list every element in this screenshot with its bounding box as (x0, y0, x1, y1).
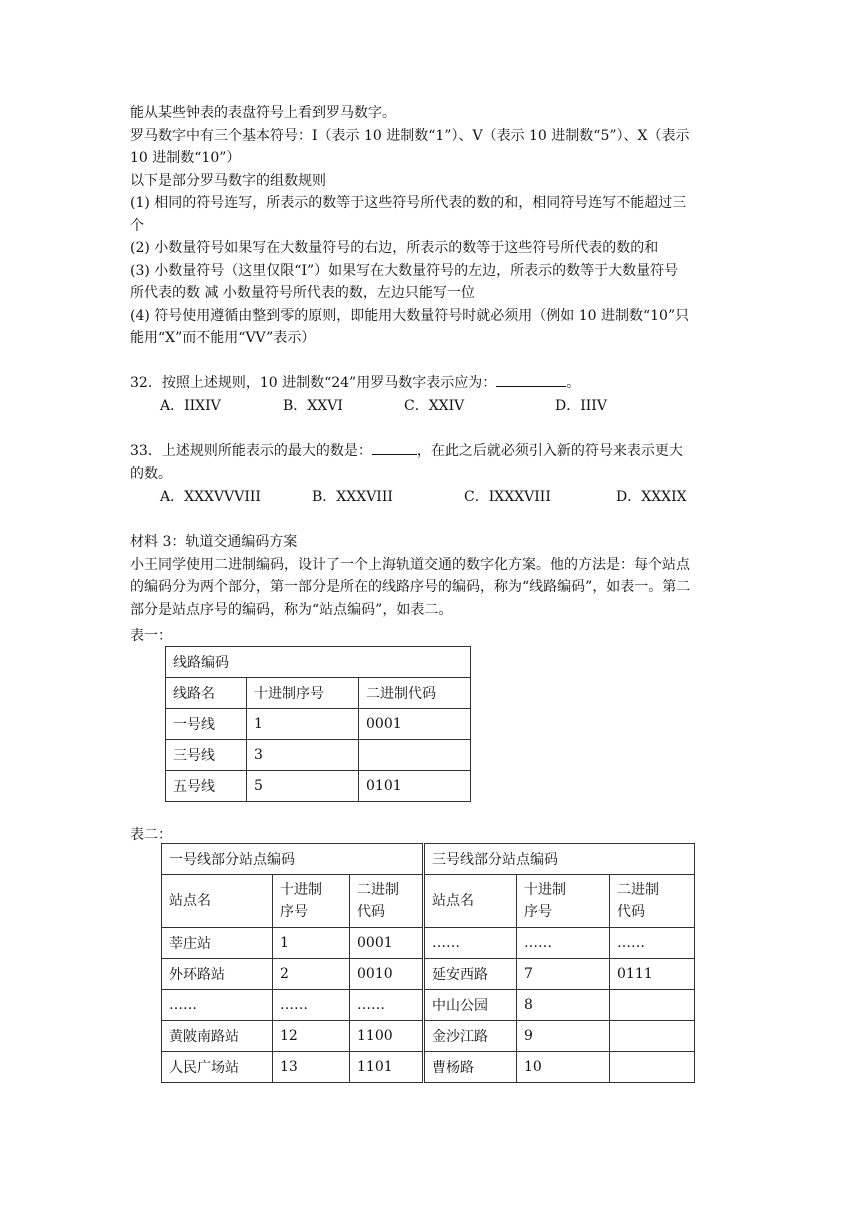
table-cell: 五号线 (166, 771, 247, 802)
table-row (166, 771, 471, 802)
rule-2: (2) 小数量符号如果写在大数量符号的右边，所表示的数等于这些符号所代表的数的和 (130, 240, 659, 256)
table-1-caption: 线路编码 (166, 647, 471, 678)
table-2-left-caption: 一号线部分站点编码 (162, 844, 424, 875)
question-32 (130, 372, 730, 395)
table-cell: 金沙江路 (424, 1021, 517, 1052)
table-cell: 人民广场站 (162, 1052, 273, 1083)
material-3-para-3: 部分是站点序号的编码，称为“站点编码”，如表二。 (130, 601, 453, 618)
q33-stem: 33．上述规则所能表示的最大的数是： (130, 443, 372, 459)
q33-answer-blank[interactable] (372, 440, 417, 455)
q32-stem: 32．按照上述规则，10 进制数“24”用罗马数字表示应为： (130, 374, 497, 391)
table-cell: 1 (273, 928, 350, 959)
intro-line-2: 罗马数字中有三个基本符号：Ⅰ（表示 10 进制数“1”）、V（表示 10 进制数“5”）、X（表示 (130, 127, 690, 144)
table-1-label: 表一： (130, 628, 172, 644)
q33-option-c[interactable]: C．IXXXVIII (464, 489, 551, 505)
table-2-header-bin: 二进制 代码 (350, 875, 424, 928)
q32-option-d[interactable]: D．IIIV (555, 398, 607, 414)
table-cell: 曹杨路 (424, 1052, 517, 1083)
rule-3b: 所代表的数 减 小数量符号所代表的数，左边只能写一位 (130, 285, 475, 301)
rule-1a: (1) 相同的符号连写，所表示的数等于这些符号所代表的数的和，相同符号连写不能超过三 (130, 195, 687, 211)
table-cell: …… (424, 928, 517, 959)
table-cell (610, 1021, 695, 1052)
q32-option-a[interactable]: A．IIXIV (160, 398, 221, 414)
q33-stem-mid: ，在此之后就必须引入新的符号来表示更大 (416, 443, 683, 459)
station-code-table (161, 843, 695, 1083)
table-cell: 中山公园 (424, 990, 517, 1021)
table-cell: 延安西路 (424, 959, 517, 990)
table-cell: 10 (517, 1052, 610, 1083)
q33-options (130, 485, 730, 509)
q32-option-c[interactable]: C．XXIV (404, 398, 465, 414)
rule-4a: (4) 符号使用遵循由整到零的原则，即能用大数量符号时就必须用（例如 10 进制数“10”只 (130, 307, 690, 324)
intro-line-1: 能从某些钟表的表盘符号上看到罗马数字。 (130, 105, 396, 121)
table-row (162, 990, 695, 1021)
table-cell: 一号线 (166, 709, 247, 740)
line-code-table (165, 646, 471, 802)
table-cell: …… (610, 928, 695, 959)
table-cell: 12 (273, 1021, 350, 1052)
table-cell: …… (517, 928, 610, 959)
rules-heading: 以下是部分罗马数字的组数规则 (130, 172, 326, 189)
table-1-header: 二进制代码 (359, 678, 471, 709)
table-row (162, 1052, 695, 1083)
rule-3a: (3) 小数量符号（这里仅限“Ⅰ”）如果写在大数量符号的左边，所表示的数等于大数量符号 (130, 262, 679, 279)
q33-option-a[interactable]: A．XXXVVVIII (160, 489, 261, 505)
table-cell: 1 (247, 709, 359, 740)
table-2-header-dec: 十进制 序号 (273, 875, 350, 928)
table-cell: 7 (517, 959, 610, 990)
table-cell (610, 1052, 695, 1083)
table-row (166, 709, 471, 740)
table-cell: 0001 (359, 709, 471, 740)
table-row (162, 959, 695, 990)
table-2-header-dec: 十进制 序号 (517, 875, 610, 928)
question-33 (130, 440, 730, 463)
table-row (162, 1021, 695, 1052)
table-cell: 0111 (610, 959, 695, 990)
table-cell: 三号线 (166, 740, 247, 771)
table-cell: …… (350, 990, 424, 1021)
table-cell: 8 (517, 990, 610, 1021)
table-cell: 0001 (350, 928, 424, 959)
table-2-right-caption: 三号线部分站点编码 (424, 844, 695, 875)
table-cell: 莘庄站 (162, 928, 273, 959)
q33-option-b[interactable]: B．XXXVIII (312, 489, 393, 505)
table-cell (610, 990, 695, 1021)
table-cell (359, 740, 471, 771)
intro-line-3: 10 进制数“10”） (130, 150, 241, 166)
table-cell: 9 (517, 1021, 610, 1052)
q32-stem-end: 。 (566, 374, 581, 391)
material-3-title: 材料 3：轨道交通编码方案 (130, 534, 298, 550)
table-row (162, 928, 695, 959)
material-3-para-2: 的编码分为两个部分，第一部分是所在的线路序号的编码，称为“线路编码”，如表一。第二 (130, 579, 691, 595)
table-cell: 1101 (350, 1052, 424, 1083)
table-cell: …… (162, 990, 273, 1021)
rule-4b: 能用“X”而不能用“VV”表示） (130, 330, 316, 346)
table-cell: 0010 (350, 959, 424, 990)
table-cell: 1100 (350, 1021, 424, 1052)
table-2-header-bin: 二进制 代码 (610, 875, 695, 928)
table-row (166, 740, 471, 771)
table-cell: 0101 (359, 771, 471, 802)
table-cell: 2 (273, 959, 350, 990)
q33-option-d[interactable]: D．XXXIX (616, 489, 687, 505)
table-cell: 13 (273, 1052, 350, 1083)
table-cell: …… (273, 990, 350, 1021)
rule-1b: 个 (130, 217, 144, 234)
q32-option-b[interactable]: B．XXVI (283, 398, 343, 414)
document-body (130, 102, 730, 621)
q32-options (130, 394, 730, 418)
table-2-header-name: 站点名 (424, 875, 517, 928)
table-cell: 黄陂南路站 (162, 1021, 273, 1052)
table-cell: 3 (247, 740, 359, 771)
table-cell: 5 (247, 771, 359, 802)
q33-stem-end: 的数。 (130, 465, 172, 482)
table-1-header: 十进制序号 (247, 678, 359, 709)
material-3-para-1: 小王同学使用二进制编码，设计了一个上海轨道交通的数字化方案。他的方法是：每个站点 (130, 556, 690, 573)
table-2-header-name: 站点名 (162, 875, 273, 928)
table-cell: 外环路站 (162, 959, 273, 990)
q32-answer-blank[interactable] (496, 372, 566, 387)
table-1-header: 线路名 (166, 678, 247, 709)
table-2-label: 表二： (130, 827, 172, 843)
